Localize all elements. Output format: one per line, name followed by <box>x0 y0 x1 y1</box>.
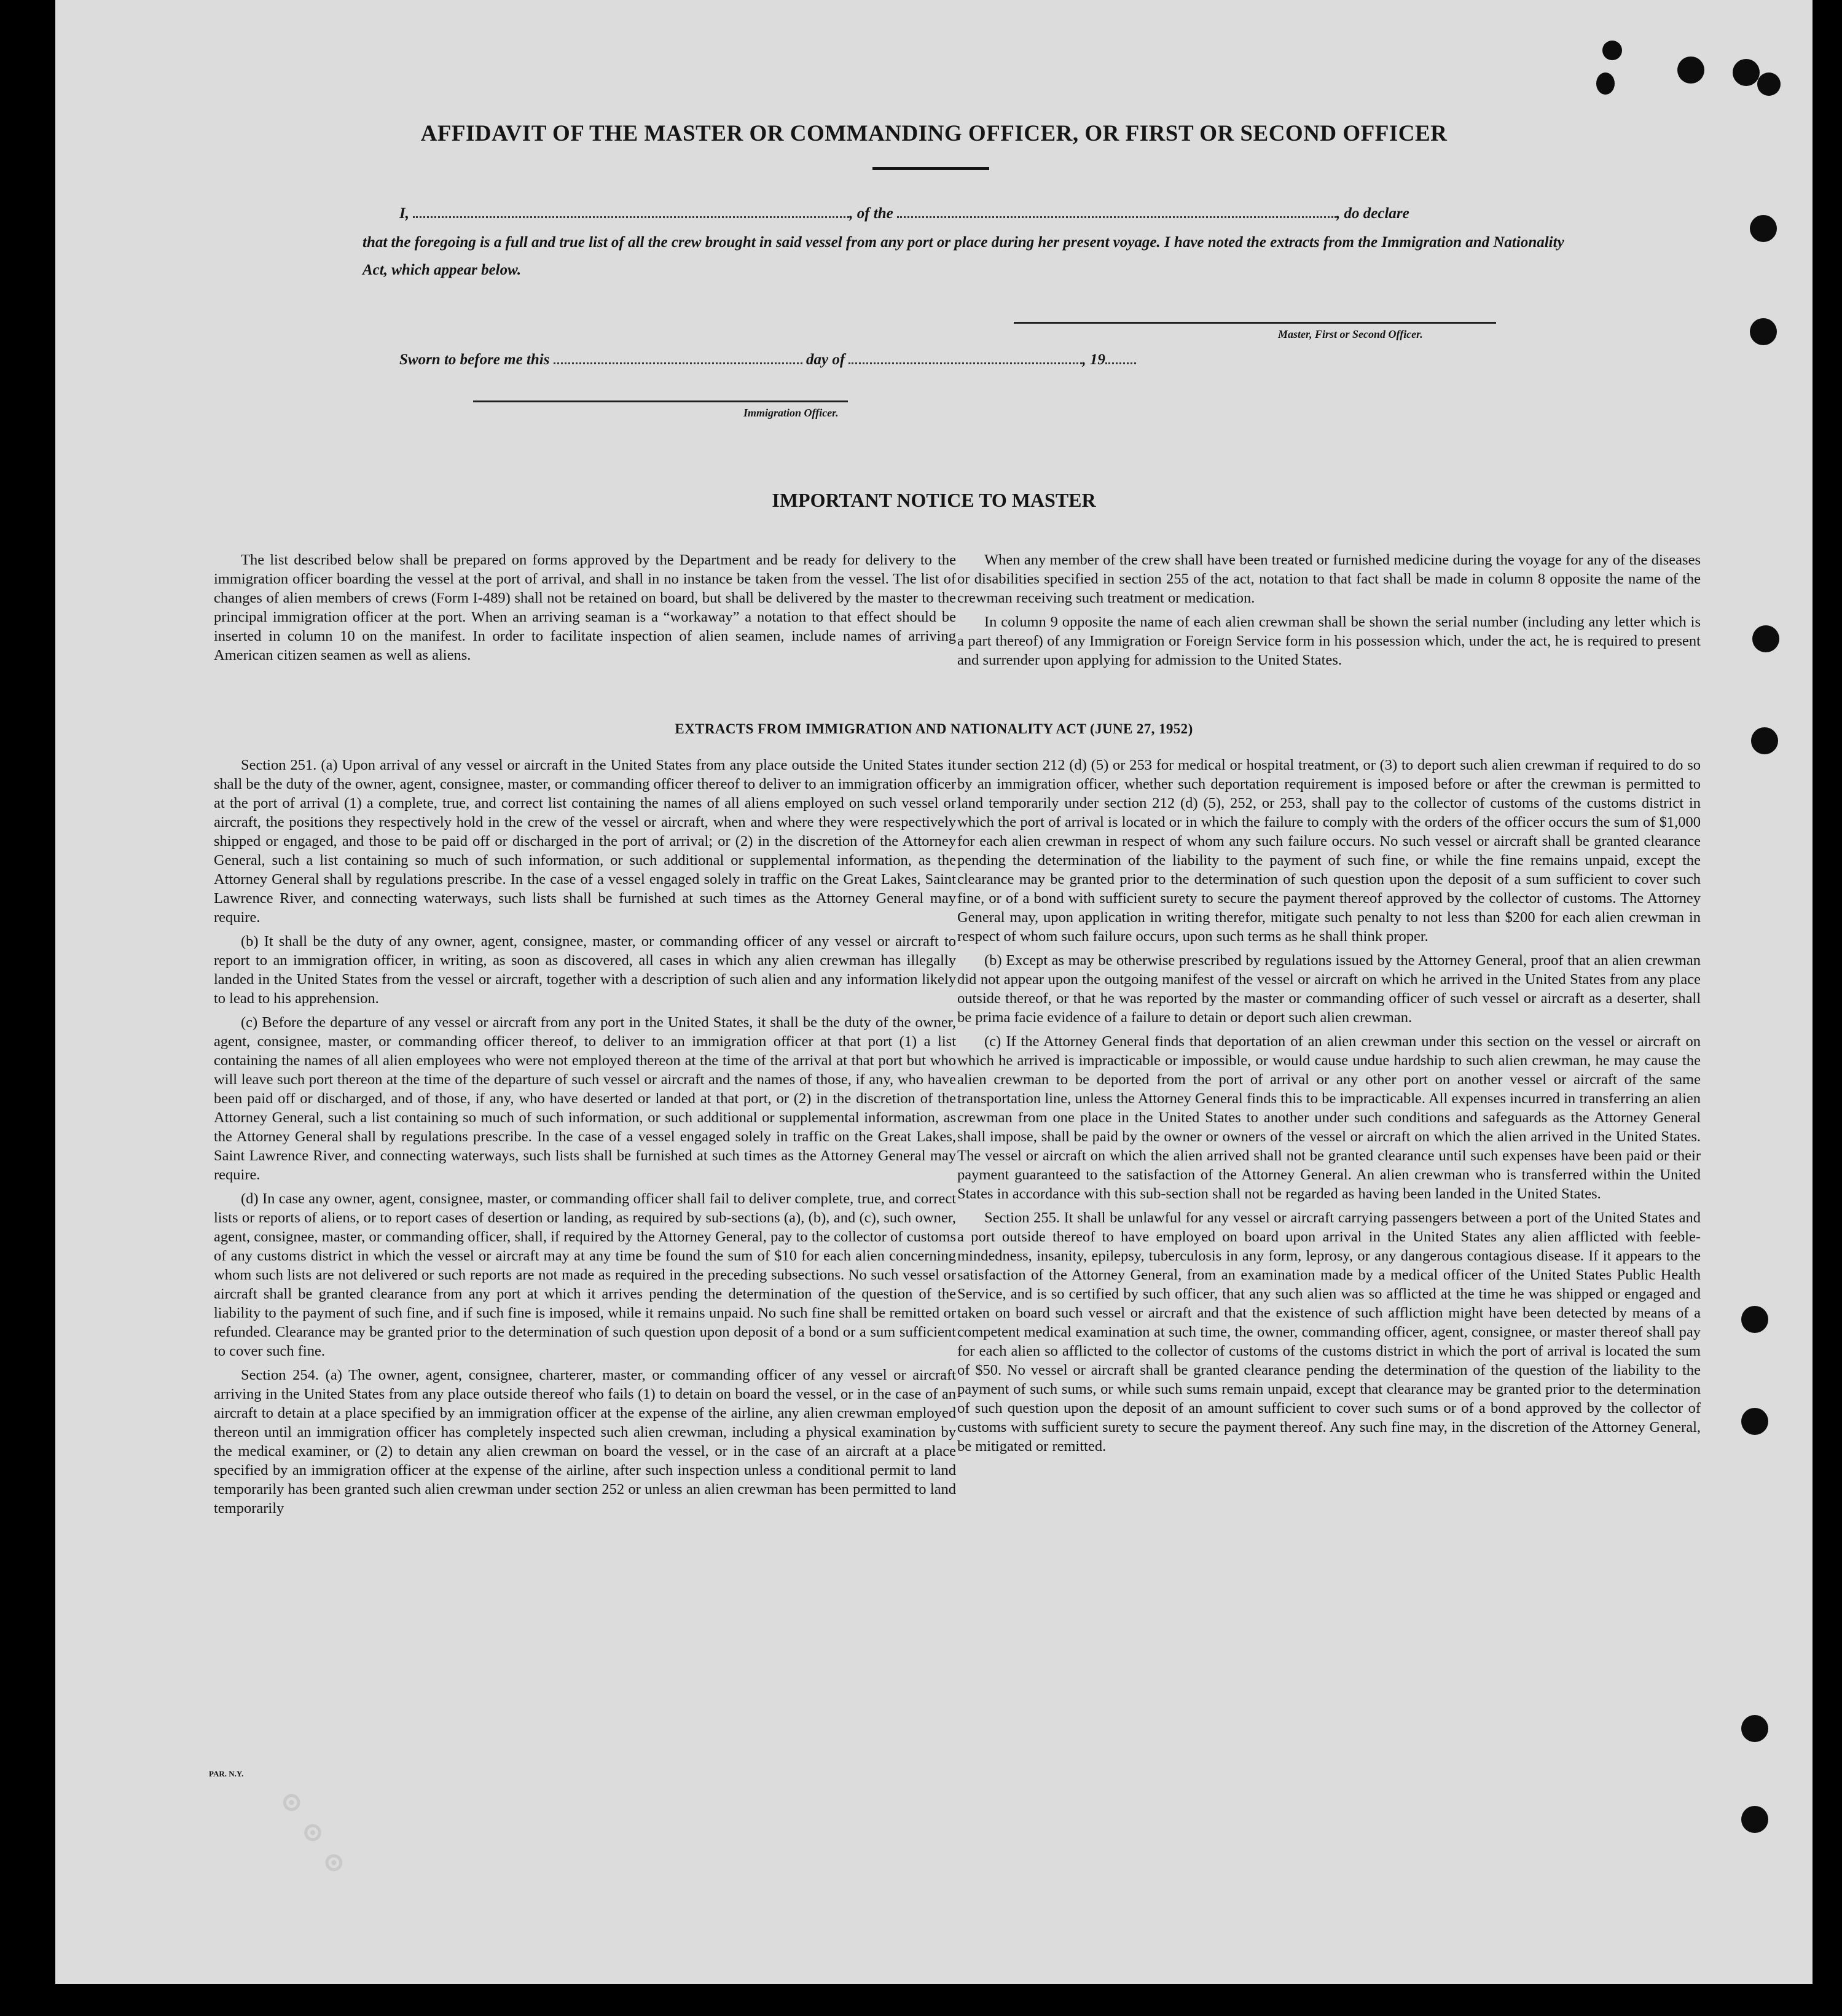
sworn-day-field[interactable] <box>554 349 802 364</box>
punch-hole-1 <box>1602 41 1622 60</box>
name-field[interactable] <box>413 203 849 218</box>
section-251-b: (b) It shall be the duty of any owner, agent, consignee, master, or commanding officer of any vessel or aircraft to report to an immigration officer, in writing, as soon as discovered, all cases in which any alien crewman has illegally landed in the United States from the vessel or aircraft, together with a description of such alien and any information likely to lead to his apprehension. <box>214 933 956 1007</box>
punch-hole-5 <box>1596 72 1615 95</box>
section-251-a: Section 251. (a) Upon arrival of any vessel or aircraft in the United States from any place outside the United States it shall be the duty of the owner, agent, consignee, master, or commanding officer thereof to deliver to an immigration officer at the port of arrival (1) a complete, true, and correct list containing the names of all aliens employed on such vessel or aircraft, the positions they respectively hold in the crew of the vessel or aircraft, when and where they were respectively shipped or engaged, and those to be paid off or discharged in the port of arrival; or (2) in the discretion of the Attorney General, such a list containing so much of such information, or such additional or supplemental information, as the Attorney General shall by regulations prescribe. In the case of a vessel engaged solely in traffic on the Great Lakes, Saint Lawrence River, and connecting waterways, such lists shall be furnished at such times as the Attorney General may require. <box>214 757 956 926</box>
master-signature-label: Master, First or Second Officer. <box>1278 328 1423 340</box>
notice-heading: IMPORTANT NOTICE TO MASTER <box>772 489 1096 511</box>
of-the-label: , of the <box>849 205 893 222</box>
officer-signature-label: Immigration Officer. <box>743 407 839 419</box>
form-page <box>55 0 1813 1984</box>
section-254-a: Section 254. (a) The owner, agent, consignee, charterer, master, or commanding officer of any vessel or aircraft arriving in the United States from any place outside thereof who fails (1) to detain on board the vessel, or in the case of an aircraft to detain at a place specified by an immigration officer at the expense of the airline, any alien crewman employed thereon until an immigration officer has completely inspected such alien crewman, including a physical examination by the medical examiner, or (2) to detain any alien crewman on board the vessel, or in the case of an aircraft at a place specified by an immigration officer at the expense of the airline, after such inspection unless a conditional permit to land temporarily has been granted such alien crewman under section 252 or unless an alien crewman has been permitted to land temporarily <box>214 1367 956 1517</box>
title-underline <box>872 167 989 170</box>
section-254-c: (c) If the Attorney General finds that deportation of an alien crewman under this section on the vessel or aircraft on which he arrived is impracticable or impossible, or would cause undue hardship to such alien crewman, he may cause the alien crewman to be deported from the port of arrival or any other port on another vessel or aircraft of the same transportation line, unless the Attorney General finds this to be impracticable. All expenses incurred in transferring an alien crewman from one place in the United States to another under such conditions and safeguards as the Attorney General shall impose, shall be paid by the owner or owners of the vessel or aircraft on which the alien arrived in the United States. The vessel or aircraft on which the alien arrived shall not be granted clearance until such expenses have been paid or their payment guaranteed to the satisfaction of the Attorney General. An alien crewman who is transferred within the United States in accordance with this sub-section shall not be regarded as having been landed in the United States. <box>957 1033 1701 1202</box>
sworn-year-field[interactable] <box>1105 349 1136 364</box>
punch-hole-3 <box>1733 59 1760 86</box>
notice-left-column <box>214 550 956 670</box>
punch-hole-4 <box>1757 72 1781 96</box>
do-declare-label: , do declare <box>1336 205 1409 222</box>
master-signature-line[interactable] <box>1014 322 1496 324</box>
extracts-left-column <box>214 756 956 1523</box>
section-254-a-continued: under section 212 (d) (5) or 253 for medical or hospital treatment, or (3) to deport such alien crewman if required to do so by an immigration officer, whether such deportation requirement is imposed before or after the crewman is permitted to land temporarily under section 212 (d) (5), 252, or 253, shall pay to the collector of customs of the customs district in which the port of arrival is located or in which the failure to comply with the orders of the officer occurs the sum of $1,000 for each alien crewman in respect of whom any such failure occurs. No such vessel or aircraft shall be granted clearance pending the determination of the liability to the payment of such fine, or while the fine remains unpaid, except the clearance may be granted prior to the determination of such question upon the deposit of a sum sufficient to cover such fine, or of a bond with sufficient surety to secure the payment thereof approved by the collector of customs. The Attorney General may, upon application in writing therefor, mitigate such penalty to not less than $200 for each alien crewman in respect of whom such failure occurs, upon such terms as he shall think proper. <box>957 757 1701 945</box>
extracts-heading: EXTRACTS FROM IMMIGRATION AND NATIONALITY ACT (JUNE 27, 1952) <box>675 721 1193 736</box>
punch-hole-13 <box>1741 1806 1768 1833</box>
notice-right-paragraph-1: When any member of the crew shall have been treated or furnished medicine during the voyage for any of the diseases or disabilities specified in section 255 of the act, notation to that fact shall be made in column 8 opposite the name of the crewman receiving such treatment or medication. <box>957 552 1701 606</box>
printer-mark: PAR. N.Y. <box>209 1769 244 1778</box>
year-label: , 19 <box>1082 351 1105 368</box>
punch-hole-2 <box>1677 57 1704 84</box>
punch-hole-8 <box>1752 625 1779 652</box>
punch-hole-11 <box>1741 1408 1768 1435</box>
punch-hole-6 <box>1750 215 1777 242</box>
sworn-line <box>399 349 1136 369</box>
sworn-label: Sworn to before me this <box>399 351 550 368</box>
notice-right-column <box>957 550 1701 674</box>
section-255: Section 255. It shall be unlawful for any vessel or aircraft carrying passengers between a port of the United States and a port outside thereof to have employed on board upon arrival in the United States any alien afflicted with feeble-mindedness, insanity, epilepsy, tuberculosis in any form, leprosy, or any dangerous contagious disease. If it appears to the satisfaction of the Attorney General, from an examination made by a medical officer of the United States Public Health Service, and is so certified by such officer, that any such alien was so afflicted at the time he was shipped or engaged and taken on board such vessel or aircraft and that the existence of such affliction might have been detected by means of a competent medical examination at such time, the owner, commanding officer, agent, consignee, or master thereof shall pay for each alien so afflicted to the collector of customs of the customs district in which the port of arrival is located the sum of $50. No vessel or aircraft shall be granted clearance pending the determination of the question of the liability to the payment of such sums, or while such sums remain unpaid, except that clearance may be granted prior to the determination of such question upon the deposit of an amount sufficient to cover such sums or of a bond approved by the collector of customs with sufficient surety to secure the payment thereof. Any such fine may, in the discretion of the Attorney General, be mitigated or remitted. <box>957 1209 1701 1455</box>
section-254-b: (b) Except as may be otherwise prescribed by regulations issued by the Attorney General, proof that an alien crewman did not appear upon the outgoing manifest of the vessel or aircraft on which he arrived in the United States from any place outside thereof, or that he was reported by the master or commanding officer of such vessel or aircraft as a deserter, shall be prima facie evidence of a failure to detain or deport such alien crewman. <box>957 952 1701 1026</box>
affidavit-name-line <box>399 203 1409 222</box>
punch-hole-12 <box>1741 1715 1768 1742</box>
faded-stamp-mark: ⊙ ⊙ ⊙ <box>273 1784 356 1884</box>
form-title: AFFIDAVIT OF THE MASTER OR COMMANDING OFFICER, OR FIRST OR SECOND OFFICER <box>420 121 1448 146</box>
section-251-d: (d) In case any owner, agent, consignee, master, or commanding officer shall fail to deliver complete, true, and correct lists or reports of aliens, or to report cases of desertion or landing, as required by sub-sections (a), (b), and (c), such owner, agent, consignee, master, or commanding officer, shall, if required by the Attorney General, pay to the collector of customs of any customs district in which the vessel or aircraft may at any time be found the sum of $10 for each alien concerning whom such lists are not delivered or such reports are not made as required in the preceding subsections. No such vessel or aircraft shall be granted clearance from any port at which it arrives pending the determination of the question of the liability to the payment of such fine, and if such fine is imposed, while it remains unpaid. No such fine shall be remitted or refunded. Clearance may be granted prior to the determination of such question upon deposit of a bond or a sum sufficient to cover such fine. <box>214 1190 956 1359</box>
section-251-c: (c) Before the departure of any vessel or aircraft from any port in the United States, it shall be the duty of the owner, agent, consignee, master, or commanding officer thereof, to deliver to an immigration officer at that port (1) a list containing the names of all alien employees who were not employed thereon at the time of the arrival at that port but who will leave such port thereon at the time of the departure of such vessel or aircraft and the names of those, if any, who have been paid off or discharged, and of those, if any, who have deserted or landed at that port, or (2) in the discretion of the Attorney General, such a list containing so much of such information, or such additional or supplemental information, as the Attorney General shall by regulations prescribe. In the case of a vessel engaged solely in traffic on the Great Lakes, Saint Lawrence River, and connecting waterways, such lists shall be furnished at such times as the Attorney General may require. <box>214 1014 956 1183</box>
day-of-label: day of <box>805 351 845 368</box>
notice-left-paragraph: The list described below shall be prepared on forms approved by the Department and be ready for delivery to the immigration officer boarding the vessel at the port of arrival, and shall in no instance be taken from the vessel. The list of changes of alien members of crews (Form I-489) shall not be retained on board, but shall be delivered by the master to the principal immigration officer at the port. When an arriving seaman is a “workaway” a notation to that effect should be inserted in column 10 on the manifest. In order to facilitate inspection of alien seamen, include names of arriving American citizen seamen as well as aliens. <box>214 552 956 663</box>
vessel-field[interactable] <box>897 203 1336 218</box>
extracts-right-column <box>957 756 1701 1461</box>
notice-right-paragraph-2: In column 9 opposite the name of each alien crewman shall be shown the serial number (including any letter which is a part thereof) of any Immigration or Foreign Service form in his possession which, under the act, he is required to present and surrender upon applying for admission to the United States. <box>957 614 1701 668</box>
officer-signature-line[interactable] <box>473 400 848 402</box>
declaration-text: that the foregoing is a full and true list of all the crew brought in said vessel from any port or place during her present voyage. I have noted the extracts from the Immigration and Nationality Act, which appear below. <box>363 234 1564 278</box>
punch-hole-10 <box>1741 1306 1768 1333</box>
sworn-month-field[interactable] <box>848 349 1082 364</box>
i-label: I, <box>399 205 409 222</box>
punch-hole-7 <box>1750 318 1777 345</box>
